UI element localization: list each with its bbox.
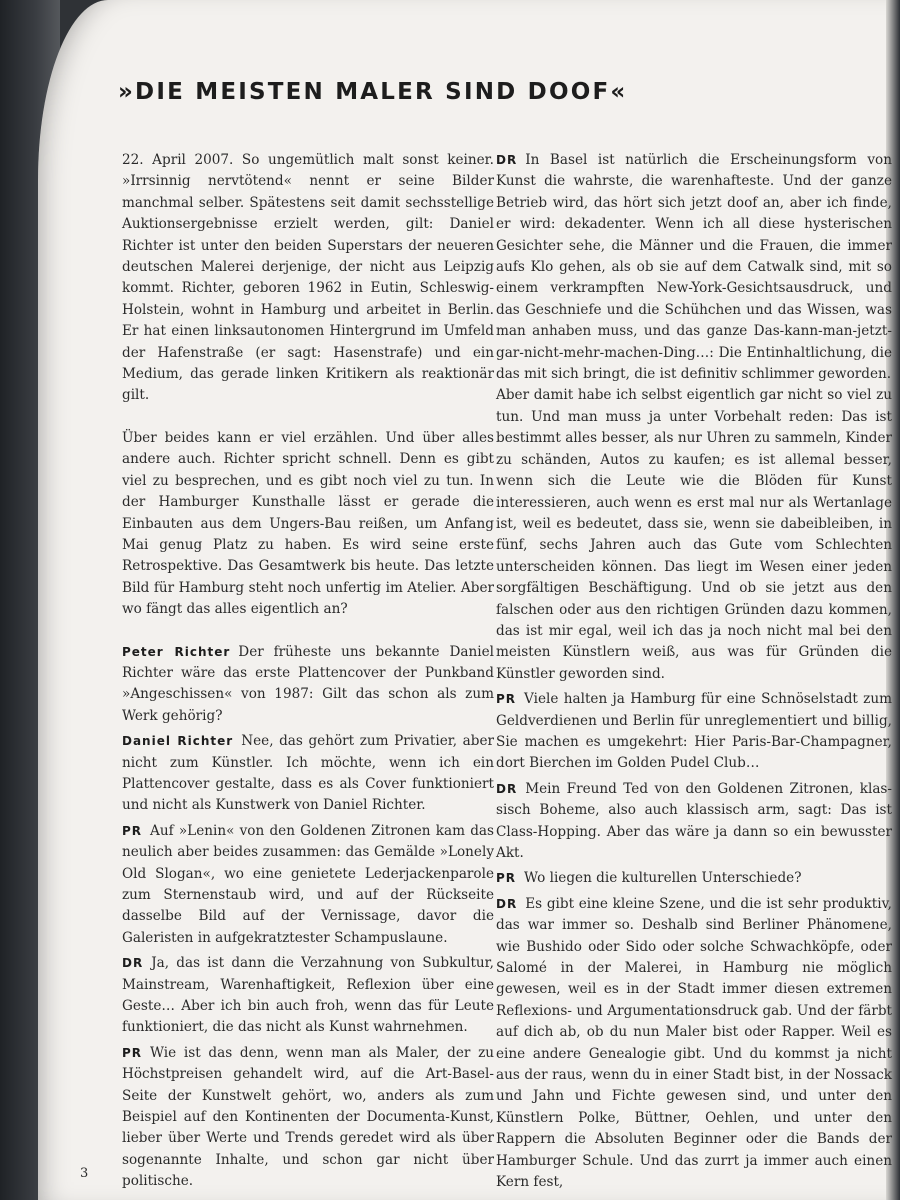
intro-paragraph-2: Über beides kann er viel erzählen. Und über alles andere auch. Richter spricht schnell. Denn es gibt viel zu besprechen, und es gibt noch viel zu tun. In der Hamburger Kunsthalle lässt er gerade die Einbauten aus dem Ungers-Bau reißen, um Anfang Mai genug Platz zu haben. Es wird seine erste Retrospektive. Das Gesamtwerk bis heute. Das letzte Bild für Hamburg steht noch unfertig im Atelier. Aber wo fängt das alles eigentlich an? [122, 429, 494, 618]
qa-item [496, 150, 892, 385]
page-title: »DIE MEISTEN MALER SIND DOOF« [118, 79, 628, 106]
speaker-label: DR [496, 781, 518, 796]
qa-item [122, 642, 494, 728]
qa-text: Wo liegen die kulturellen Unterschiede? [524, 870, 802, 887]
qa-item [122, 953, 494, 1039]
qa-text: Aber damit habe ich selbst eigentlich gar nicht so viel zu tun. Und man muss ja unter Vorbehalt reden: Das ist bestimmt alles besser, als nur Uhren zu sammeln, Kinder zu schänden, Autos zu kaufen; es ist allemal besser, wenn sich die Leute wie die Blöden für Kunst interessieren, auch wenn es erst mal nur als Wertanlage ist, weil es bedeutet, dass sie, wenn sie dabeibleiben, in fünf, sechs Jahren auch das Gute vom Schlechten unterscheiden können. Das liegt im Wesen einer jeden sorgfältigen Beschäftigung. Und ob sie jetzt aus den falschen oder aus den richtigen Gründen dazu kommen, das ist mir egal, weil ich das ja noch nicht mal bei den meisten Künstlern weiß, aus was für Gründen die Künstler geworden sind. [496, 387, 892, 682]
qa-item [122, 821, 494, 949]
speaker-label: DR [496, 896, 518, 911]
speaker-label: PR [122, 823, 143, 838]
qa-item [496, 779, 892, 865]
left-column [122, 150, 494, 1197]
qa-text: Es gibt eine kleine Szene, und die ist sehr produktiv, das war immer so. Deshalb sind Berliner Phänomene, wie Bushido oder Sido oder solche Schwachköpfe, oder Salomé in der Malerei, in Hamburg nie möglich gewesen, weil es in der Stadt immer diesen extremen Reflexions- und Argumentationsdruck gab. Und der färbt auf dich ab, ob du nun Maler bist oder Rapper. Weil es eine andere Genealogie gibt. Und du kommst ja nicht aus der raus, wenn du in einer Stadt bist, in der Nossack und Jahn und Fichte gewesen sind, und unter den Künstlern Polke, Büttner, Oehlen, und unter den Rappern die Absoluten Beginner oder die Bands der Hamburger Schule. Und das zurrt ja immer auch einen Kern fest, [496, 895, 892, 1191]
speaker-label: Peter Richter [122, 644, 231, 659]
qa-item [496, 385, 892, 685]
qa-text: Auf »Lenin« von den Goldenen Zitronen kam das neulich aber beides zusammen: das Gemälde »Lonely Old Slogan«, wo eine genietete Lederjackenparole zum Sternenstaub wird, und auf der Rückseite dasselbe Bild auf der Vernissage, davor die Galeristen in aufgekratztester Schampuslaune. [122, 822, 494, 946]
qa-text: Nee, das gehört zum Privatier, aber nicht zum Künstler. Ich möchte, wenn ich ein Plattencover gestalte, dass es als Cover funktioniert und nicht als Kunstwerk von Daniel Richter. [122, 733, 494, 814]
qa-text: Der früheste uns bekannte Daniel Richter wäre das erste Plattencover der Punkband »Angeschissen« von 1987: Gilt das schon als zum Werk gehörig? [122, 643, 494, 724]
page-number: 3 [80, 1166, 89, 1181]
qa-text: In Basel ist natürlich die Erscheinungsform von Kunst die wahrste, die warenhafteste. Und der ganze Betrieb wird, das hört sich jetzt doof an, aber ich finde, er wird: dekadenter. Wenn ich all diese hysterischen Gesichter sehe, die Männer und die Frauen, die immer aufs Klo gehen, als ob sie auf dem Catwalk sind, mit so einem verkrampften New-York-Gesichtsausdruck, und das Geschniefe und die Schühchen und das Wissen, was man anhaben muss, und das ganze Das-kann-man-jetzt-gar-nicht-mehr-machen-Ding…: Die Entinhaltlichung, die das mit sich bringt, die ist definitiv schlimmer geworden. [496, 152, 892, 383]
qa-text: Mein Freund Ted von den Goldenen Zitronen, klassisch Boheme, also auch klassisch arm, sagt: Das ist Class-Hopping. Aber das wäre ja dann so ein bewusster Akt. [496, 780, 892, 861]
left-qa-list [122, 642, 494, 1193]
intro-paragraph-1: 22. April 2007. So ungemütlich malt sonst keiner. »Irrsinnig nervtötend« nennt er seine Bilder manchmal selber. Spätestens seit damit sechsstellige Auktionsergebnisse erzielt werden, gilt: Daniel Richter ist unter den beiden Superstars der neueren deutschen Malerei derjenige, der nicht aus Leipzig kommt. Richter, geboren 1962 in Eutin, Schleswig-Holstein, wohnt in Hamburg und arbeitet in Berlin. Er hat einen linksautonomen Hintergrund im Umfeld der Hafenstraße (er sagt: Hasenstrafe) und ein Medium, das gerade linken Kritikern als reaktionär gilt. [122, 152, 494, 404]
speaker-label: PR [496, 871, 517, 886]
speaker-label: Daniel Richter [122, 734, 234, 749]
right-column [496, 150, 892, 1194]
qa-item [496, 868, 892, 889]
qa-text: Wie ist das denn, wenn man als Maler, der zu Höchstpreisen gehandelt wird, auf die Art-Basel-Seite der Kunstwelt gehört, wo, anders als zum Beispiel auf den Kontinenten der Documenta-Kunst, lieber über Werte und Trends geredet wird als über sogenannte Inhalte, und schon gar nicht über politische. [122, 1044, 494, 1190]
qa-item [122, 731, 494, 817]
speaker-label: PR [122, 1045, 143, 1060]
speaker-label: PR [496, 692, 517, 707]
qa-text: Ja, das ist dann die Verzahnung von Subkultur, Mainstream, Warenhaftigkeit, Reflexion über eine Geste… Aber ich bin auch froh, wenn das für Leute funktioniert, die das nicht als Kunst wahrnehmen. [122, 955, 494, 1036]
qa-item [496, 894, 892, 1194]
speaker-label: DR [122, 956, 144, 971]
qa-item [496, 689, 892, 775]
speaker-label: DR [496, 153, 518, 167]
qa-text: Viele halten ja Hamburg für eine Schnöselstadt zum Geldverdienen und Berlin für unreglementiert und billig, Sie machen es umgekehrt: Hier Paris-Bar-Champagner, dort Bierchen im Golden Pudel Club… [496, 691, 892, 772]
qa-item [122, 1043, 494, 1193]
